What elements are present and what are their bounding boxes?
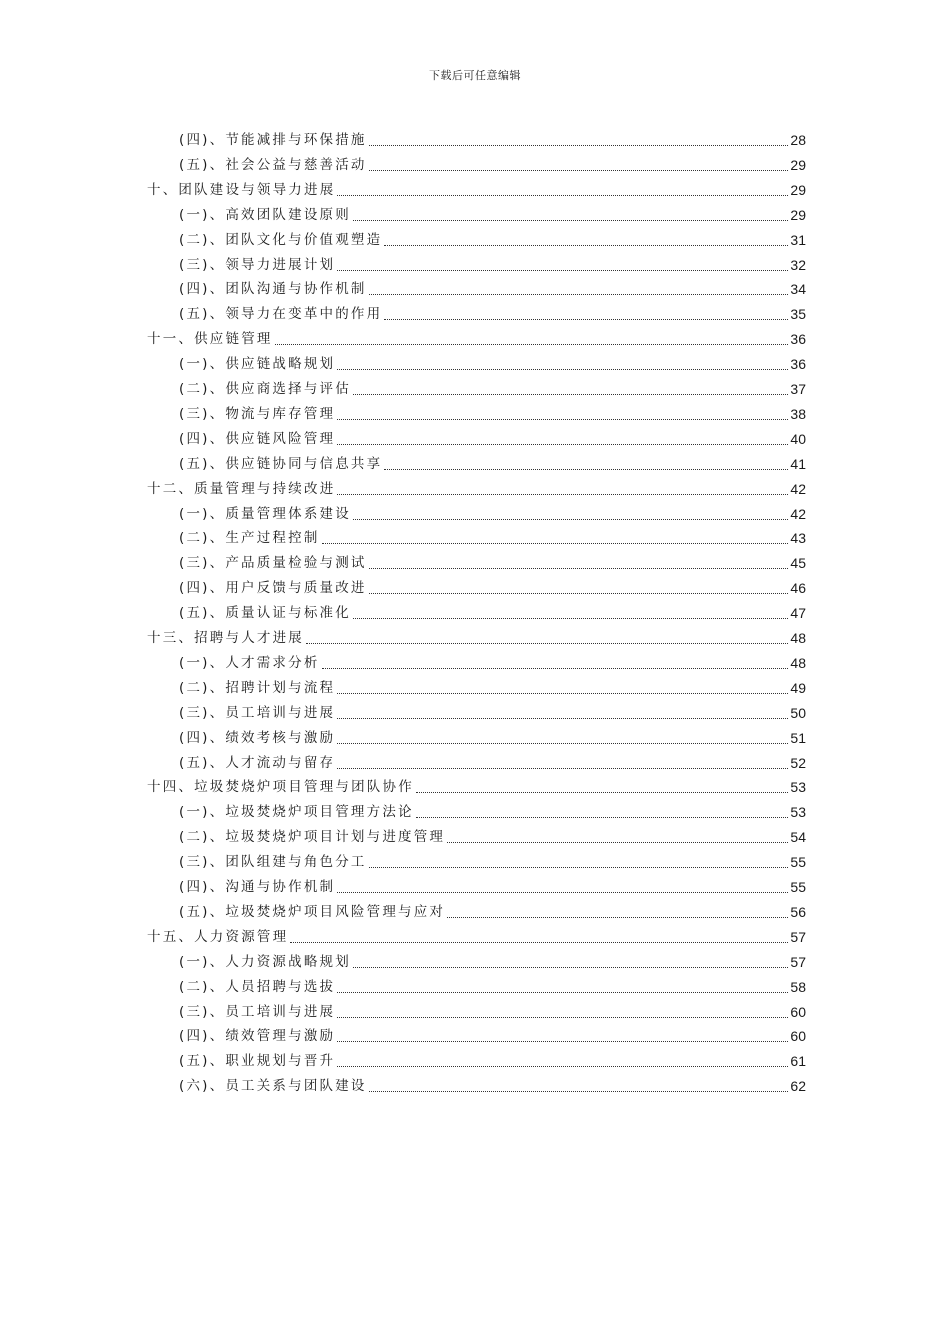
toc-dot-leader [337,256,788,271]
toc-entry-title: (三)、员工培训与进展 [179,704,336,721]
toc-entry-title: (四)、团队沟通与协作机制 [179,281,367,298]
toc-entry-title: (二)、垃圾焚烧炉项目计划与进度管理 [179,829,446,846]
toc-section-entry[interactable] [179,449,806,473]
toc-dot-leader [337,878,788,893]
toc-entry-title: (三)、员工培训与进展 [179,1003,336,1020]
toc-page-number: 62 [790,1078,806,1095]
toc-section-entry[interactable] [179,548,806,572]
toc-dot-leader [337,679,788,694]
toc-entry-title: (一)、垃圾焚烧炉项目管理方法论 [179,804,414,821]
toc-entry-title: 十二、质量管理与持续改进 [147,480,336,497]
toc-dot-leader [447,828,788,843]
toc-entry-title: (三)、物流与库存管理 [179,405,336,422]
toc-entry-title: (四)、节能减排与环保措施 [179,132,367,148]
toc-page-number: 53 [790,779,806,796]
toc-page-number: 37 [790,381,806,397]
toc-dot-leader [384,231,788,246]
toc-section-entry[interactable] [179,125,806,149]
toc-section-entry[interactable] [179,274,806,298]
toc-entry-title: 十五、人力资源管理 [147,928,289,945]
toc-dot-leader [337,754,788,769]
toc-page-number: 57 [790,928,806,945]
toc-page-number: 29 [790,181,806,198]
toc-entry-title: 十四、垃圾焚烧炉项目管理与团队协作 [147,779,414,796]
toc-dot-leader [369,131,789,146]
toc-entry-title: 十一、供应链管理 [147,331,273,348]
toc-page-number: 28 [790,132,806,148]
toc-dot-leader [337,1003,788,1018]
toc-dot-leader [337,1027,788,1042]
toc-dot-leader [353,380,788,395]
toc-page-number: 47 [790,605,806,622]
toc-dot-leader [322,529,789,544]
toc-entry-title: (五)、领导力在变革中的作用 [179,306,383,323]
toc-dot-leader [306,629,788,644]
toc-dot-leader [322,654,789,669]
toc-dot-leader [353,604,788,619]
toc-section-entry[interactable] [179,523,806,547]
toc-entry-title: (六)、员工关系与团队建设 [179,1078,367,1095]
toc-page-number: 55 [790,854,806,871]
toc-entry-title: (五)、人才流动与留存 [179,754,336,771]
toc-dot-leader [416,778,789,793]
toc-section-entry[interactable] [179,673,806,697]
toc-section-entry[interactable] [179,997,806,1021]
toc-dot-leader [353,953,788,968]
toc-page-number: 36 [790,356,806,373]
toc-section-entry[interactable] [179,872,806,896]
toc-page-number: 57 [790,953,806,970]
toc-section-entry[interactable] [179,947,806,971]
toc-dot-leader [416,803,789,818]
toc-page-number: 60 [790,1028,806,1045]
toc-entry-title: (二)、招聘计划与流程 [179,679,336,696]
toc-page-number: 35 [790,306,806,323]
toc-entry-title: 十三、招聘与人才进展 [147,630,304,646]
toc-dot-leader [337,729,788,744]
toc-page-number: 42 [790,480,806,497]
toc-dot-leader [384,305,788,320]
toc-entry-title: (三)、领导力进展计划 [179,256,336,273]
toc-dot-leader [337,405,788,420]
toc-dot-leader [353,505,788,520]
toc-entry-title: (五)、垃圾焚烧炉项目风险管理与应对 [179,903,446,920]
toc-entry-title: (一)、供应链战略规划 [179,356,336,373]
toc-section-entry[interactable] [179,847,806,871]
toc-entry-title: (二)、团队文化与价值观塑造 [179,231,383,248]
toc-section-entry[interactable] [179,723,806,747]
toc-entry-title: (一)、人才需求分析 [179,654,320,671]
toc-entry-title: (四)、绩效管理与激励 [179,1028,336,1045]
toc-entry-title: (二)、人员招聘与选拔 [179,978,336,995]
toc-entry-title: (五)、供应链协同与信息共享 [179,455,383,472]
page-header: 下载后可任意编辑 [429,69,521,82]
toc-dot-leader [337,355,788,370]
toc-page-number: 41 [790,455,806,472]
toc-section-entry[interactable] [179,499,806,523]
toc-page-number: 46 [790,580,806,597]
toc-section-entry[interactable] [179,1021,806,1045]
toc-section-entry[interactable] [179,972,806,996]
toc-chapter-entry[interactable] [147,474,806,498]
toc-page-number: 36 [790,331,806,348]
toc-section-entry[interactable] [179,424,806,448]
toc-chapter-entry[interactable] [147,175,806,199]
toc-dot-leader [337,704,788,719]
toc-entry-title: (一)、质量管理体系建设 [179,505,351,522]
toc-section-entry[interactable] [179,250,806,274]
toc-section-entry[interactable] [179,598,806,622]
toc-page-number: 55 [790,879,806,895]
toc-chapter-entry[interactable] [147,324,806,348]
toc-entry-title: (五)、社会公益与慈善活动 [179,156,367,173]
toc-page-number: 48 [790,630,806,646]
toc-chapter-entry[interactable] [147,623,806,647]
toc-dot-leader [369,853,789,868]
toc-page-number: 53 [790,804,806,821]
toc-dot-leader [369,280,789,295]
toc-section-entry[interactable] [179,399,806,423]
toc-page-number: 40 [790,430,806,447]
toc-entry-title: (四)、沟通与协作机制 [179,879,336,895]
toc-page-number: 32 [790,256,806,273]
toc-dot-leader [369,156,789,171]
toc-dot-leader [369,554,789,569]
toc-entry-title: (二)、供应商选择与评估 [179,381,351,397]
toc-chapter-entry[interactable] [147,922,806,946]
toc-section-entry[interactable] [179,897,806,921]
toc-section-entry[interactable] [179,1071,806,1095]
toc-entry-title: (三)、产品质量检验与测试 [179,555,367,572]
toc-page-number: 42 [790,505,806,522]
toc-section-entry[interactable] [179,573,806,597]
toc-section-entry[interactable] [179,698,806,722]
toc-page-number: 34 [790,281,806,298]
toc-dot-leader [290,928,788,943]
toc-section-entry[interactable] [179,225,806,249]
toc-dot-leader [384,455,788,470]
toc-page-number: 43 [790,530,806,547]
toc-entry-title: (四)、供应链风险管理 [179,430,336,447]
toc-dot-leader [275,330,789,345]
toc-section-entry[interactable] [179,299,806,323]
toc-page-number: 29 [790,156,806,173]
toc-section-entry[interactable] [179,648,806,672]
toc-dot-leader [337,978,788,993]
toc-section-entry[interactable] [179,374,806,398]
toc-section-entry[interactable] [179,150,806,174]
toc-page-number: 49 [790,679,806,696]
toc-section-entry[interactable] [179,200,806,224]
toc-page-number: 60 [790,1003,806,1020]
toc-entry-title: 十、团队建设与领导力进展 [147,181,336,198]
toc-dot-leader [337,430,788,445]
toc-entry-title: (三)、团队组建与角色分工 [179,854,367,871]
toc-dot-leader [337,480,788,495]
toc-page-number: 58 [790,978,806,995]
toc-dot-leader [337,1052,788,1067]
toc-entry-title: (一)、高效团队建设原则 [179,206,351,223]
toc-page-number: 29 [790,206,806,223]
toc-dot-leader [353,206,788,221]
toc-page-number: 52 [790,754,806,771]
toc-dot-leader [447,903,788,918]
toc-section-entry[interactable] [179,748,806,772]
toc-dot-leader [337,181,788,196]
toc-page-number: 50 [790,704,806,721]
toc-entry-title: (四)、绩效考核与激励 [179,729,336,746]
toc-dot-leader [369,1077,789,1092]
toc-section-entry[interactable] [179,797,806,821]
toc-page-number: 61 [790,1053,806,1070]
toc-page-number: 54 [790,829,806,846]
toc-page-number: 48 [790,654,806,671]
toc-page-number: 38 [790,405,806,422]
toc-entry-title: (二)、生产过程控制 [179,530,320,547]
toc-page-number: 56 [790,903,806,920]
toc-page-number: 51 [790,729,806,746]
toc-entry-title: (四)、用户反馈与质量改进 [179,580,367,597]
toc-chapter-entry[interactable] [147,772,806,796]
toc-section-entry[interactable] [179,349,806,373]
toc-section-entry[interactable] [179,822,806,846]
toc-entry-title: (五)、职业规划与晋升 [179,1053,336,1070]
toc-dot-leader [369,579,789,594]
toc-entry-title: (五)、质量认证与标准化 [179,605,351,622]
toc-page-number: 31 [790,231,806,248]
toc-page-number: 45 [790,555,806,572]
toc-entry-title: (一)、人力资源战略规划 [179,953,351,970]
toc-section-entry[interactable] [179,1046,806,1070]
